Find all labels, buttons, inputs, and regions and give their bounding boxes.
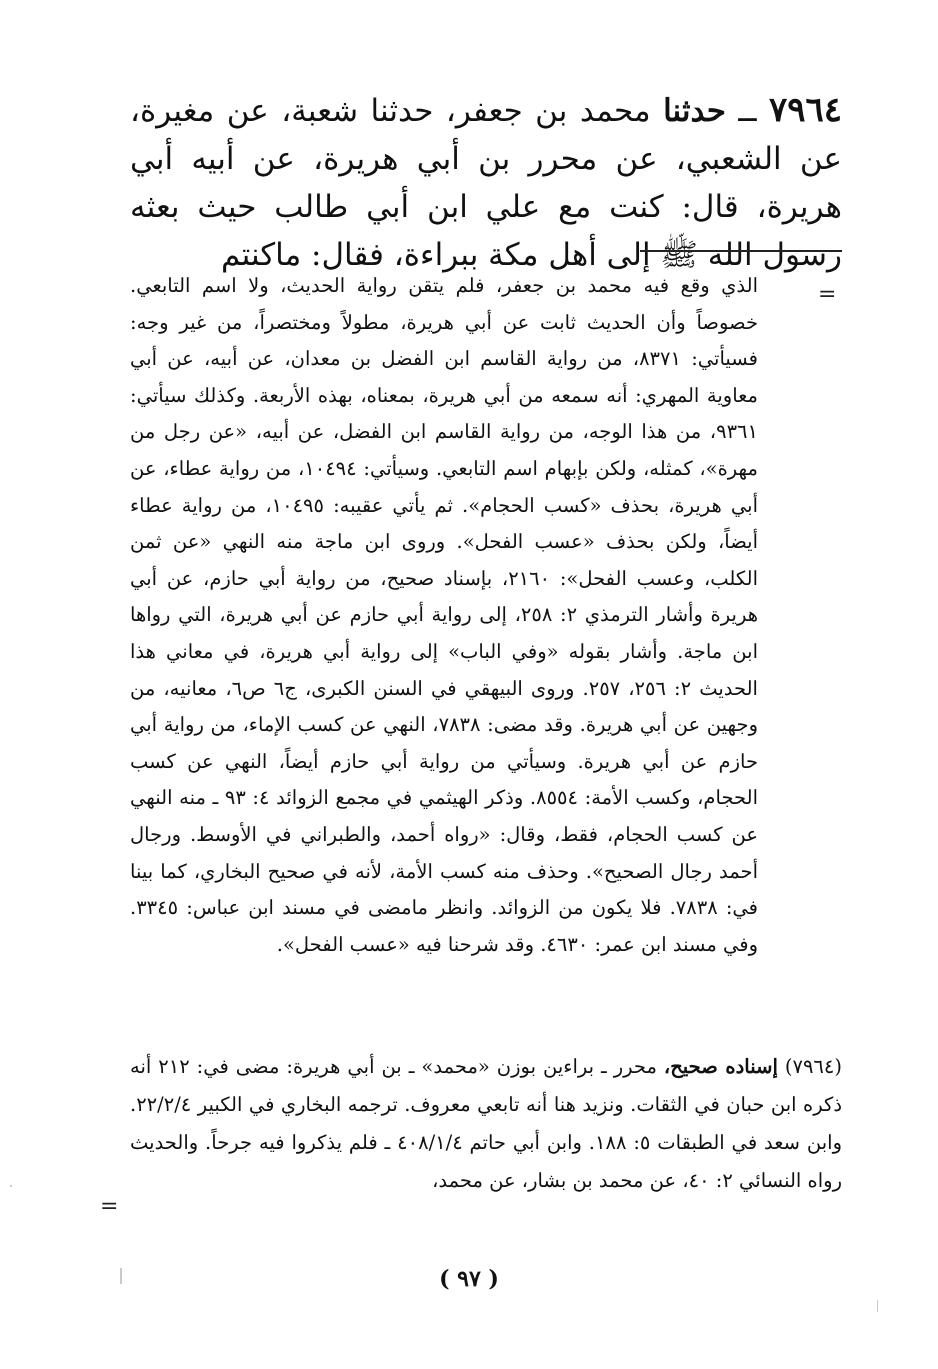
hadith-lead: حدثنا xyxy=(663,93,726,129)
hadith-body: محمد بن جعفر، حدثنا شعبة، عن مغيرة، عن الشعبي، عن محرر بن أبي هريرة، عن أبيه أبي هريرة، قال: كنت مع علي ابن أبي طالب حيث بعثه رسول الله ﷺ إلى أهل مكة ببراءة، فقال: ماكنتم xyxy=(130,93,842,273)
scan-speck xyxy=(120,1268,122,1284)
scan-speck xyxy=(877,1300,878,1312)
footnote-lead: إسناده صحيح، xyxy=(663,1055,778,1078)
footnote-separator xyxy=(640,250,842,252)
scan-speck xyxy=(10,1185,12,1187)
footnote-body: محرر ـ براءين بوزن «محمد» ـ بن أبي هريرة: مضى في: ٢١٢ أنه ذكره ابن حبان في الثقات. ونزيد هنا أنه تابعي معروف. ترجمه البخاري في الكبير ٢٢/٢/٤. وابن سعد في الطبقات ٥: ١٨٨. وابن أبي حاتم ٤٠٨/١/٤ ـ فلم يذكروا فيه جرحاً. والحديث رواه النسائي ٢: ٤٠، عن محمد بن بشار، عن محمد، xyxy=(130,1055,842,1192)
footnote-continues-mark: = xyxy=(100,1194,119,1219)
hadith-dash: ــ xyxy=(725,93,769,129)
footnote-7964 xyxy=(130,1048,842,1200)
footnote-continuation-mark: = xyxy=(818,282,837,307)
footnote-continued: الذي وقع فيه محمد بن جعفر، فلم يتقن رواية الحديث، ولا اسم التابعي. خصوصاً وأن الحديث ثابت عن أبي هريرة، مطولاً ومختصراً، من غير وجه: فسيأتي: ٨٣٧١، من رواية القاسم ابن الفضل بن معدان، عن أبيه، عن أبي معاوية المهري: أنه سمعه من أبي هريرة، بمعناه، بهذه الأربعة. وكذلك سيأتي: ٩٣٦١، من هذا الوجه، من رواية القاسم ابن الفضل، عن أبيه، «عن رجل من مهرة»، كمثله، ولكن بإبهام اسم التابعي. وسيأتي: ١٠٤٩٤، من رواية عطاء، عن أبي هريرة، بحذف «كسب الحجام». ثم يأتي عقيبه: ١٠٤٩٥، من رواية عطاء أيضاً، ولكن بحذف «عسب الفحل». وروى ابن ماجة منه النهي «عن ثمن الكلب، وعسب الفحل»: ٢١٦٠، بإسناد صحيح، من رواية أبي حازم، عن أبي هريرة وأشار الترمذي ٢: ٢٥٨، إلى رواية أبي حازم عن أبي هريرة، التي رواها ابن ماجة. وأشار بقوله «وفي الباب» إلى رواية أبي هريرة، في معاني هذا الحديث ٢: ٢٥٦، ٢٥٧. وروى البيهقي في السنن الكبرى، ج٦ ص٦، معانيه، من وجهين عن أبي هريرة. وقد مضى: ٧٨٣٨، النهي عن كسب الإماء، من رواية أبي حازم عن أبي هريرة. وسيأتي من رواية أبي حازم أيضاً، النهي عن كسب الحجام، وكسب الأمة: ٨٥٥٤. وذكر الهيثمي في مجمع الزوائد ٤: ٩٣ ـ منه النهي عن كسب الحجام، فقط، وقال: «رواه أحمد، والطبراني في الأوسط. ورجال أحمد رجال الصحيح». وحذف منه كسب الأمة، لأنه في صحيح البخاري، كما بينا في: ٧٨٣٨. فلا يكون من الزوائد. وانظر مامضى في مسند ابن عباس: ٣٣٤٥. وفي مسند ابن عمر: ٤٦٣٠. وقد شرحنا فيه «عسب الفحل». xyxy=(130,274,759,956)
footnote-index: (٧٩٦٤) xyxy=(784,1055,842,1078)
hadith-number: ٧٩٦٤ xyxy=(768,90,842,130)
page-number: ( ٩٧ ) xyxy=(439,1266,499,1292)
